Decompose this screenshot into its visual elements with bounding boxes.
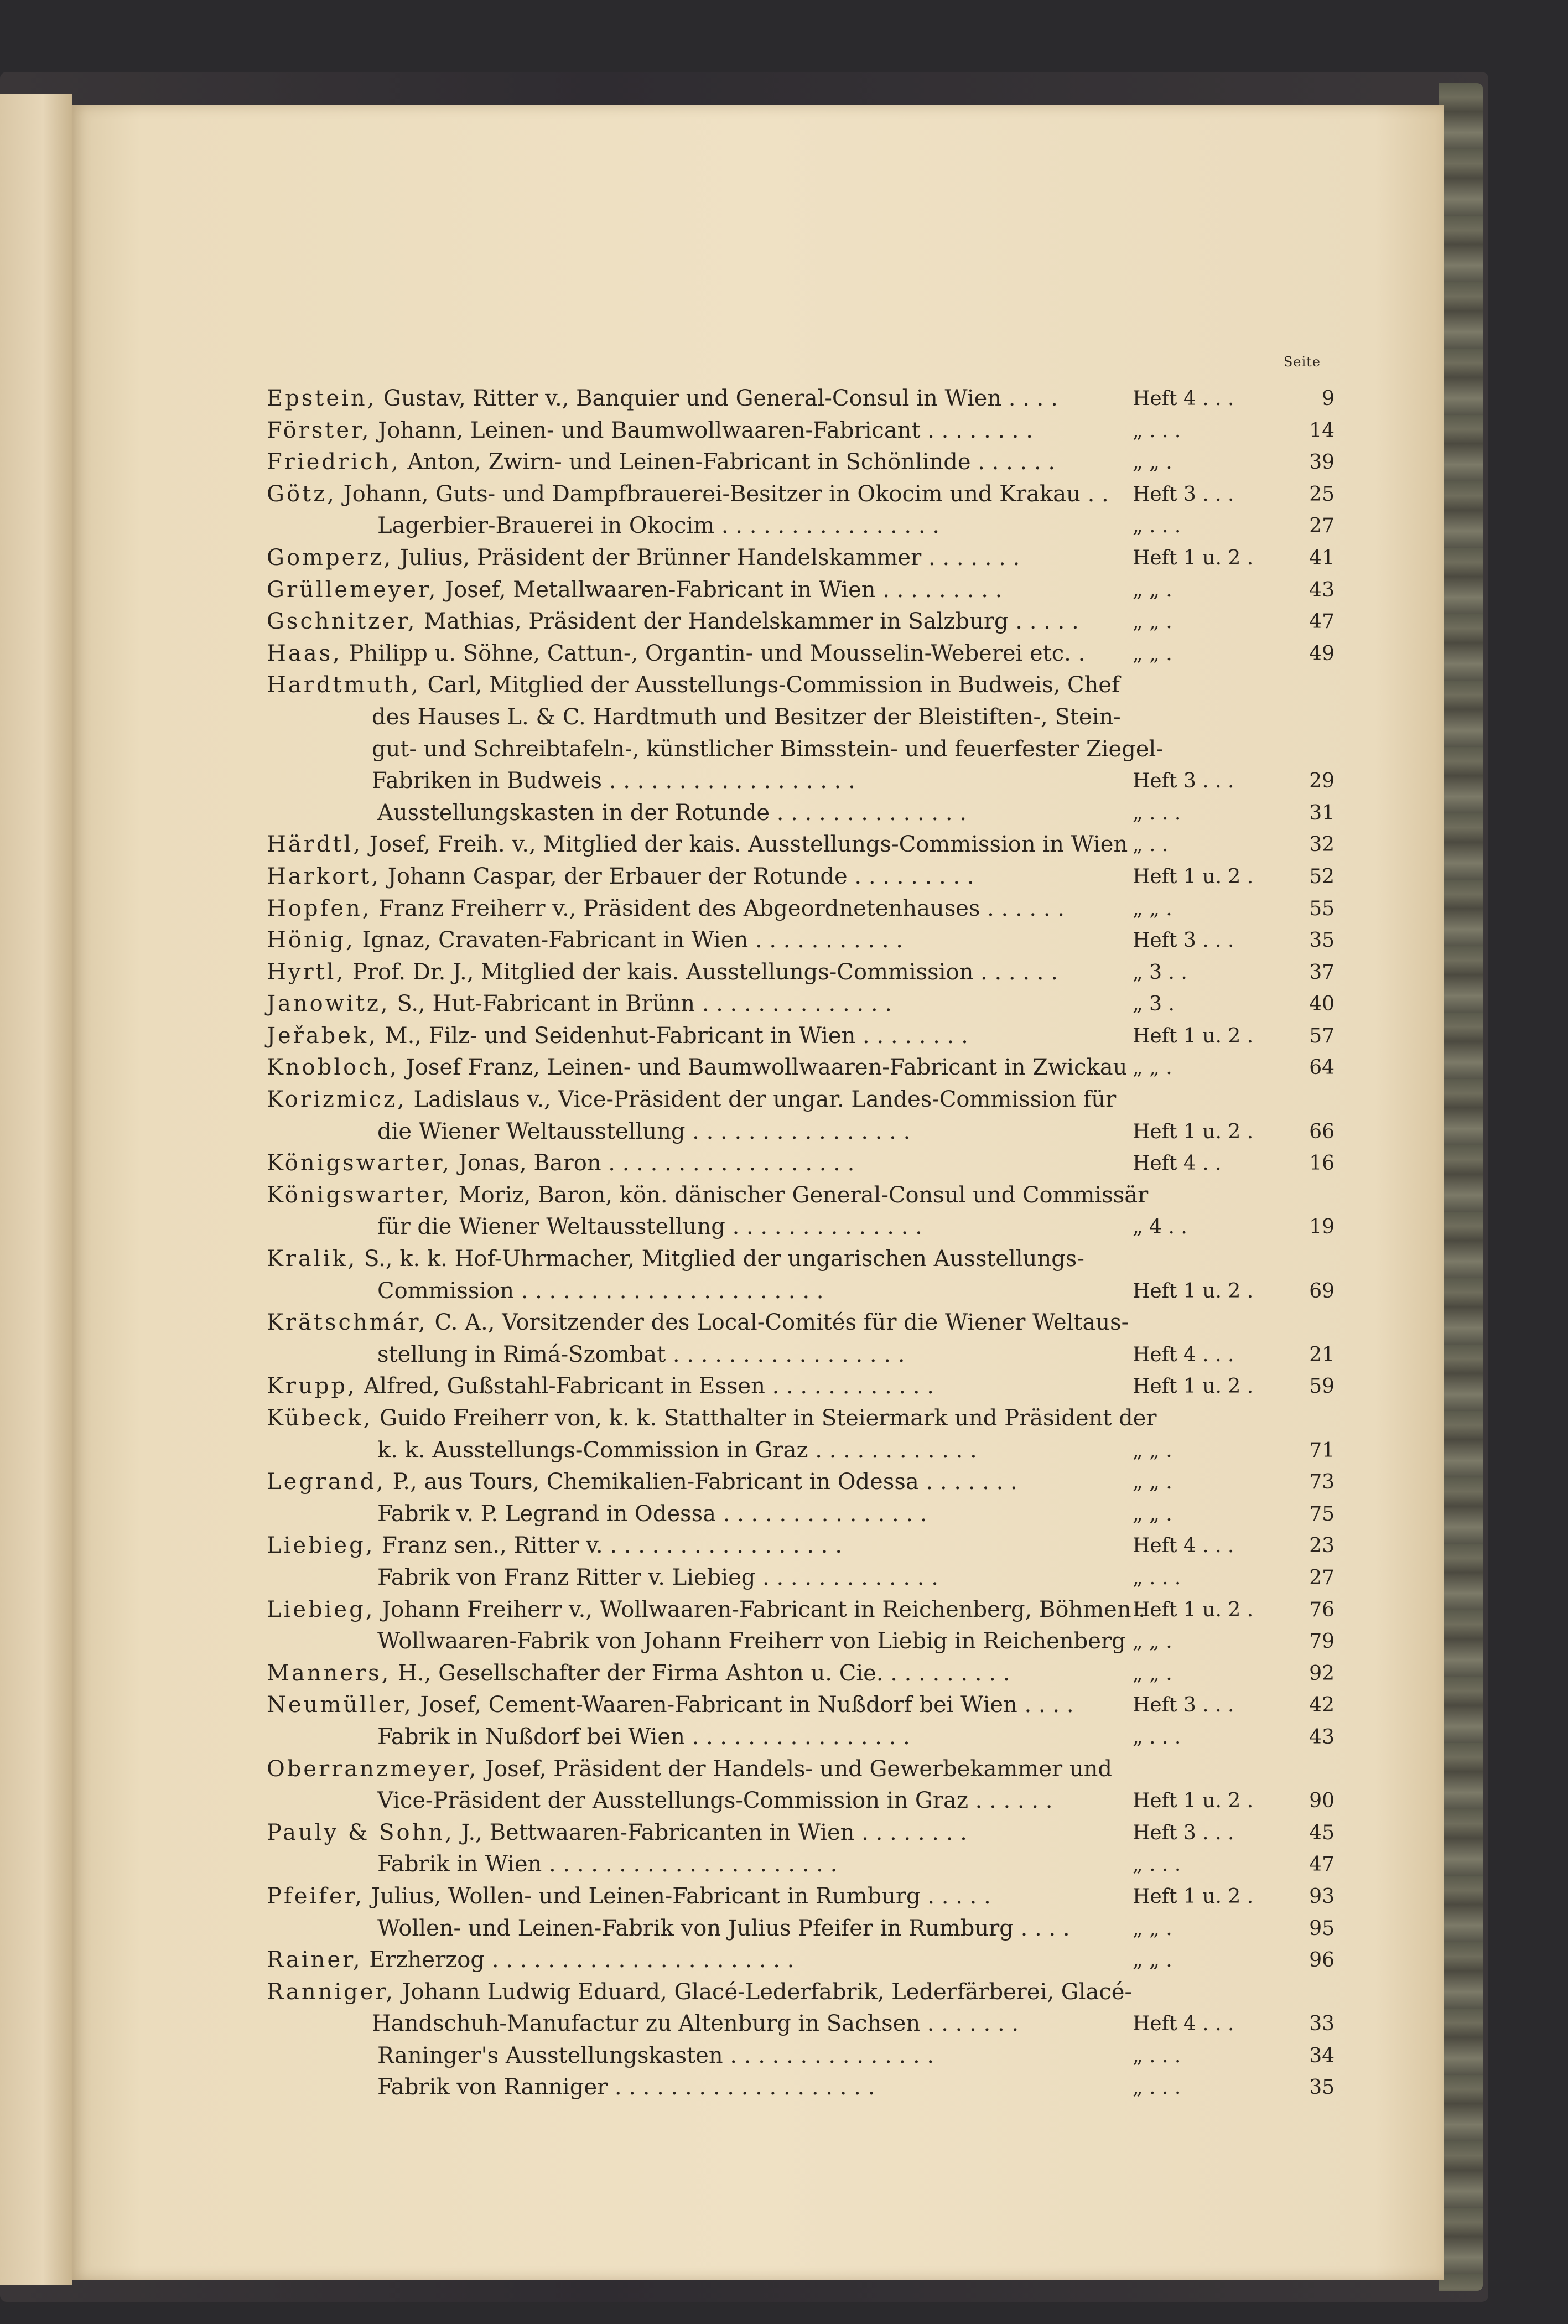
entry-name: Korizmicz, xyxy=(267,1087,407,1113)
index-entry xyxy=(267,574,1335,606)
entry-issue-ref: „ „ . xyxy=(1133,610,1172,634)
entry-description: Franz Freiherr v., Präsident des Abgeordnetenhauses . . . . . . xyxy=(371,895,1065,921)
entry-issue-ref: „ „ . xyxy=(1133,1471,1172,1494)
entry-issue-ref: „ 3 . . xyxy=(1133,961,1187,984)
entry-description: Vice-Präsident der Ausstellungs-Commission in Graz . . . . . . xyxy=(377,1788,1053,1814)
index-entry xyxy=(267,1116,1335,1148)
entry-page-number: 9 xyxy=(1322,387,1335,410)
entry-text xyxy=(377,1562,938,1594)
entry-text xyxy=(377,2040,934,2072)
entry-issue-ref: „ „ . xyxy=(1133,451,1172,474)
entry-page-number: 23 xyxy=(1309,1534,1335,1558)
entry-page-number: 35 xyxy=(1309,2076,1335,2099)
entry-description: Ladislaus v., Vice-Präsident der ungar. Landes-Commission für xyxy=(406,1087,1117,1113)
entry-issue-ref: Heft 1 u. 2 . xyxy=(1133,1279,1254,1303)
entry-description: Johann Caspar, der Erbauer der Rotunde . . . . . . . . . xyxy=(381,863,974,889)
entry-name: Hyrtl, xyxy=(267,959,346,985)
entry-description: des Hauses L. & C. Hardtmuth und Besitzer der Bleistiften-, Stein- xyxy=(372,704,1121,730)
index-entry xyxy=(267,1307,1335,1339)
entry-name: Haas, xyxy=(267,640,342,666)
entry-text xyxy=(377,1275,823,1308)
index-entry xyxy=(267,2072,1335,2104)
entry-description: gut- und Schreibtafeln-, künstlicher Bimsstein- und feuerfester Ziegel- xyxy=(372,736,1164,762)
entry-name: Hopfen, xyxy=(267,895,372,921)
entry-page-number: 45 xyxy=(1309,1821,1335,1844)
entry-text xyxy=(372,2008,1019,2040)
entry-text xyxy=(267,574,1002,606)
index-entry xyxy=(267,415,1335,447)
entry-text xyxy=(267,670,1120,702)
entry-text xyxy=(267,1243,1084,1275)
entry-issue-ref: „ . . xyxy=(1133,833,1169,857)
entry-issue-ref: Heft 3 . . . xyxy=(1133,770,1234,793)
entry-page-number: 31 xyxy=(1309,801,1335,824)
entry-description: S., k. k. Hof-Uhrmacher, Mitglied der ungarischen Ausstellungs- xyxy=(357,1246,1084,1272)
entry-text xyxy=(372,702,1121,734)
entry-name: Knobloch, xyxy=(267,1055,399,1081)
entry-issue-ref: Heft 4 . . . xyxy=(1133,1534,1234,1558)
entry-issue-ref: „ „ . xyxy=(1133,897,1172,920)
entry-description: Handschuh-Manufactur zu Altenburg in Sachsen . . . . . . . xyxy=(372,2011,1019,2037)
entry-page-number: 73 xyxy=(1309,1471,1335,1494)
entry-page-number: 64 xyxy=(1309,1056,1335,1080)
entry-page-number: 69 xyxy=(1309,1279,1335,1303)
left-page-edge xyxy=(0,94,72,2285)
entry-description: C. A., Vorsitzender des Local-Comités für die Wiener Weltaus- xyxy=(427,1310,1129,1336)
entry-name: Pfeifer, xyxy=(267,1883,365,1909)
index-entry xyxy=(267,1180,1335,1212)
entry-issue-ref: „ „ . xyxy=(1133,1439,1172,1462)
index-entry xyxy=(267,1371,1335,1403)
index-entry xyxy=(267,1020,1335,1052)
entry-issue-ref: „ „ . xyxy=(1133,578,1172,601)
entry-page-number: 33 xyxy=(1309,2012,1335,2036)
entry-text xyxy=(267,957,1058,989)
entry-page-number: 35 xyxy=(1309,929,1335,952)
index-entry xyxy=(267,1275,1335,1308)
entry-text xyxy=(267,542,1020,574)
entry-description: S., Hut-Fabricant in Brünn . . . . . . . . . . . . . . xyxy=(390,991,892,1017)
entry-description: Franz sen., Ritter v. . . . . . . . . . . . . . . . . . xyxy=(375,1533,842,1559)
entry-issue-ref: „ „ . xyxy=(1133,1630,1172,1653)
index-entry xyxy=(267,1403,1335,1435)
entry-description: Julius, Präsident der Brünner Handelskammer . . . . . . . xyxy=(393,544,1020,570)
entry-text xyxy=(267,1371,934,1403)
entry-description: k. k. Ausstellungs-Commission in Graz . . . . . . . . . . . . xyxy=(377,1437,977,1463)
entry-text xyxy=(377,1849,837,1881)
entry-name: Kralik, xyxy=(267,1246,357,1272)
entry-text xyxy=(377,1116,910,1148)
entry-page-number: 37 xyxy=(1309,961,1335,984)
entry-text xyxy=(377,510,939,542)
cover-edge xyxy=(1439,83,1483,2291)
entry-issue-ref: Heft 4 . . . xyxy=(1133,387,1234,410)
entry-text xyxy=(267,1403,1157,1435)
index-entry xyxy=(267,1626,1335,1658)
index-entry xyxy=(267,765,1335,797)
entry-name: Liebieg, xyxy=(267,1533,375,1559)
entry-text xyxy=(267,638,1085,670)
entry-text xyxy=(267,1084,1116,1116)
entry-page-number: 27 xyxy=(1309,1566,1335,1589)
entry-text xyxy=(377,1913,1070,1945)
index-entry xyxy=(267,957,1335,989)
entry-page-number: 32 xyxy=(1309,833,1335,857)
page xyxy=(72,105,1444,2280)
entry-text xyxy=(377,1211,922,1243)
index-entry xyxy=(267,1658,1335,1690)
entry-description: Anton, Zwirn- und Leinen-Fabricant in Schönlinde . . . . . . xyxy=(400,449,1056,475)
entry-description: Ausstellungskasten in der Rotunde . . . . . . . . . . . . . . xyxy=(377,800,967,826)
entry-description: Wollwaaren-Fabrik von Johann Freiherr von Liebig in Reichenberg xyxy=(377,1628,1126,1654)
entry-issue-ref: Heft 4 . . . xyxy=(1133,2012,1234,2036)
index-entry xyxy=(267,1689,1335,1721)
entry-description: Josef, Freih. v., Mitglied der kais. Ausstellungs-Commission in Wien xyxy=(362,832,1128,858)
entry-name: Pauly & Sohn, xyxy=(267,1819,454,1845)
entry-text xyxy=(267,1594,1145,1626)
entry-page-number: 79 xyxy=(1309,1630,1335,1653)
entry-description: Erzherzog . . . . . . . . . . . . . . . . . . . . . . xyxy=(362,1947,795,1973)
entry-description: Jonas, Baron . . . . . . . . . . . . . . . . . . xyxy=(451,1150,855,1176)
entry-issue-ref: Heft 1 u. 2 . xyxy=(1133,865,1254,888)
index-entry xyxy=(267,383,1335,415)
entry-issue-ref: „ . . . xyxy=(1133,1566,1181,1589)
entry-description: Johann Freiherr v., Wollwaaren-Fabricant in Reichenberg, Böhmen . xyxy=(375,1596,1146,1622)
index-entry xyxy=(267,734,1335,766)
entry-page-number: 19 xyxy=(1309,1216,1335,1239)
index-entry xyxy=(267,670,1335,702)
entry-description: Fabrik in Wien . . . . . . . . . . . . . . . . . . . . . xyxy=(377,1851,838,1877)
entry-name: Oberranzmeyer, xyxy=(267,1756,479,1782)
entry-page-number: 75 xyxy=(1309,1502,1335,1526)
column-header-page: Seite xyxy=(1283,354,1321,370)
entry-text xyxy=(267,1307,1129,1339)
entry-page-number: 66 xyxy=(1309,1120,1335,1143)
index-entry xyxy=(267,1913,1335,1945)
entry-text xyxy=(377,797,967,829)
index-entry xyxy=(267,797,1335,829)
entry-name: Grüllemeyer, xyxy=(267,577,438,603)
index-entry xyxy=(267,893,1335,925)
index-entry xyxy=(267,1849,1335,1881)
entry-description: Johann Ludwig Eduard, Glacé-Lederfabrik, Lederfärberei, Glacé- xyxy=(394,1979,1132,2005)
entry-text xyxy=(267,1817,967,1849)
entry-description: Johann, Leinen- und Baumwollwaaren-Fabricant . . . . . . . . xyxy=(371,417,1033,443)
entry-issue-ref: „ „ . xyxy=(1133,1502,1172,1526)
entry-name: Ranniger, xyxy=(267,1979,395,2005)
entry-text xyxy=(267,1658,1010,1690)
entry-text xyxy=(267,1530,842,1562)
entry-name: Krupp, xyxy=(267,1373,357,1399)
entry-description: Carl, Mitglied der Ausstellungs-Commission in Budweis, Chef xyxy=(420,672,1120,698)
entry-description: Fabrik von Franz Ritter v. Liebieg . . . . . . . . . . . . . xyxy=(377,1564,938,1590)
index-entry xyxy=(267,1339,1335,1371)
entry-text xyxy=(267,1148,854,1180)
entry-name: Neumüller, xyxy=(267,1692,413,1718)
index-entry xyxy=(267,1944,1335,1977)
entry-name: Friedrich, xyxy=(267,449,401,475)
entry-name: Epstein, xyxy=(267,386,377,411)
index-entry xyxy=(267,1754,1335,1786)
entry-text xyxy=(377,1339,905,1371)
index-entry xyxy=(267,1785,1335,1817)
entry-name: Hönig, xyxy=(267,927,355,953)
index-entry xyxy=(267,861,1335,893)
entry-page-number: 16 xyxy=(1309,1152,1335,1175)
index-entry xyxy=(267,2040,1335,2072)
entry-text xyxy=(377,1785,1053,1817)
entry-page-number: 95 xyxy=(1309,1917,1335,1940)
entry-name: Kübeck, xyxy=(267,1405,373,1431)
entry-description: Gustav, Ritter v., Banquier und General-Consul in Wien . . . . xyxy=(376,386,1058,411)
entry-text xyxy=(267,1689,1074,1721)
index-list xyxy=(267,383,1335,2104)
index-entry xyxy=(267,1466,1335,1498)
index-entry xyxy=(267,988,1335,1020)
entry-issue-ref: „ „ . xyxy=(1133,1662,1172,1685)
entry-text xyxy=(377,1435,977,1467)
entry-page-number: 34 xyxy=(1309,2044,1335,2067)
entry-page-number: 25 xyxy=(1309,483,1335,506)
entry-description: Fabrik von Ranniger . . . . . . . . . . . . . . . . . . . xyxy=(377,2074,875,2100)
entry-text xyxy=(267,1977,1132,2009)
entry-page-number: 42 xyxy=(1309,1694,1335,1717)
entry-page-number: 96 xyxy=(1309,1949,1335,1972)
index-entry xyxy=(267,1817,1335,1849)
entry-description: Fabrik in Nußdorf bei Wien . . . . . . . . . . . . . . . . xyxy=(377,1724,910,1750)
entry-page-number: 21 xyxy=(1309,1343,1335,1366)
index-entry xyxy=(267,638,1335,670)
entry-description: Josef Franz, Leinen- und Baumwollwaaren-Fabricant in Zwickau xyxy=(399,1055,1128,1081)
entry-issue-ref: Heft 1 u. 2 . xyxy=(1133,1120,1254,1143)
entry-issue-ref: „ . . . xyxy=(1133,1853,1181,1876)
entry-text xyxy=(267,829,1128,861)
index-entry xyxy=(267,1530,1335,1562)
index-entry xyxy=(267,829,1335,861)
entry-page-number: 55 xyxy=(1309,897,1335,920)
entry-text xyxy=(267,1180,1148,1212)
index-entry xyxy=(267,1211,1335,1243)
entry-text xyxy=(267,1881,991,1913)
entry-issue-ref: „ „ . xyxy=(1133,1949,1172,1972)
entry-issue-ref: „ 3 . xyxy=(1133,993,1175,1016)
entry-description: J., Bettwaaren-Fabricanten in Wien . . . . . . . . xyxy=(454,1819,967,1845)
entry-issue-ref: „ . . . xyxy=(1133,1725,1181,1749)
index-entry xyxy=(267,1084,1335,1116)
entry-issue-ref: Heft 3 . . . xyxy=(1133,1694,1234,1717)
entry-description: Moriz, Baron, kön. dänischer General-Consul und Commissär xyxy=(451,1182,1149,1208)
entry-page-number: 76 xyxy=(1309,1598,1335,1621)
index-entry xyxy=(267,1243,1335,1275)
entry-description: Ignaz, Cravaten-Fabricant in Wien . . . . . . . . . . . xyxy=(355,927,903,953)
entry-text xyxy=(267,893,1065,925)
entry-issue-ref: Heft 1 u. 2 . xyxy=(1133,1375,1254,1398)
entry-text xyxy=(267,1020,968,1052)
entry-page-number: 14 xyxy=(1309,419,1335,442)
index-entry xyxy=(267,447,1335,479)
entry-page-number: 57 xyxy=(1309,1024,1335,1047)
entry-page-number: 92 xyxy=(1309,1662,1335,1685)
entry-name: Krätschmár, xyxy=(267,1310,428,1336)
entry-description: H., Gesellschafter der Firma Ashton u. Cie. . . . . . . . . . xyxy=(391,1660,1010,1686)
entry-description: die Wiener Weltausstellung . . . . . . . . . . . . . . . . xyxy=(377,1118,911,1144)
index-entry xyxy=(267,1052,1335,1084)
entry-issue-ref: Heft 4 . . xyxy=(1133,1152,1222,1175)
entry-text xyxy=(267,988,892,1020)
index-entry xyxy=(267,606,1335,638)
entry-text xyxy=(267,861,974,893)
entry-description: Guido Freiherr von, k. k. Statthalter in Steiermark und Präsident der xyxy=(372,1405,1157,1431)
entry-name: Harkort, xyxy=(267,863,381,889)
entry-name: Gomperz, xyxy=(267,544,393,570)
entry-name: Gschnitzer, xyxy=(267,609,417,635)
entry-text xyxy=(267,1052,1127,1084)
entry-page-number: 39 xyxy=(1309,451,1335,474)
entry-description: Prof. Dr. J., Mitglied der kais. Ausstellungs-Commission . . . . . . xyxy=(345,959,1058,985)
entry-issue-ref: „ „ . xyxy=(1133,1056,1172,1080)
entry-name: Manners, xyxy=(267,1660,391,1686)
entry-text xyxy=(267,1466,1017,1498)
entry-issue-ref: „ . . . xyxy=(1133,801,1181,824)
index-entry xyxy=(267,1562,1335,1594)
entry-description: Alfred, Gußstahl-Fabricant in Essen . . . . . . . . . . . . xyxy=(356,1373,934,1399)
entry-description: Fabrik v. P. Legrand in Odessa . . . . . . . . . . . . . . . xyxy=(377,1501,927,1527)
entry-description: für die Wiener Weltausstellung . . . . . . . . . . . . . . xyxy=(377,1214,922,1240)
entry-page-number: 29 xyxy=(1309,770,1335,793)
entry-description: Commission . . . . . . . . . . . . . . . . . . . . . . xyxy=(377,1278,824,1304)
index-entry xyxy=(267,1435,1335,1467)
entry-description: Fabriken in Budweis . . . . . . . . . . . . . . . . . . xyxy=(372,768,855,794)
entry-issue-ref: Heft 1 u. 2 . xyxy=(1133,1598,1254,1621)
entry-page-number: 49 xyxy=(1309,642,1335,665)
entry-description: stellung in Rimá-Szombat . . . . . . . . . . . . . . . . . xyxy=(377,1341,905,1367)
entry-name: Hardtmuth, xyxy=(267,672,420,698)
entry-description: Lagerbier-Brauerei in Okocim . . . . . . . . . . . . . . . . xyxy=(377,513,939,539)
entry-issue-ref: „ . . . xyxy=(1133,2044,1181,2067)
entry-issue-ref: Heft 3 . . . xyxy=(1133,483,1234,506)
entry-issue-ref: „ . . . xyxy=(1133,419,1181,442)
entry-text xyxy=(377,1498,927,1531)
entry-issue-ref: „ „ . xyxy=(1133,1917,1172,1940)
entry-description: Josef, Präsident der Handels- und Gewerbekammer und xyxy=(478,1756,1112,1782)
entry-text xyxy=(267,1944,794,1977)
entry-issue-ref: „ 4 . . xyxy=(1133,1216,1187,1239)
entry-issue-ref: Heft 3 . . . xyxy=(1133,1821,1234,1844)
entry-name: Förster, xyxy=(267,417,371,443)
entry-name: Götz, xyxy=(267,481,336,507)
entry-description: Raninger's Ausstellungskasten . . . . . . . . . . . . . . . xyxy=(377,2042,934,2068)
entry-text xyxy=(377,1626,1126,1658)
entry-name: Jeřabek, xyxy=(267,1023,378,1049)
entry-issue-ref: Heft 1 u. 2 . xyxy=(1133,1885,1254,1908)
entry-issue-ref: „ „ . xyxy=(1133,642,1172,665)
entry-issue-ref: Heft 1 u. 2 . xyxy=(1133,1789,1254,1813)
entry-description: Philipp u. Söhne, Cattun-, Organtin- und Mousselin-Weberei etc. . xyxy=(341,640,1086,666)
entry-description: P., aus Tours, Chemikalien-Fabricant in Odessa . . . . . . . xyxy=(385,1469,1017,1495)
index-entry xyxy=(267,542,1335,574)
entry-description: Wollen- und Leinen-Fabrik von Julius Pfeifer in Rumburg . . . . xyxy=(377,1915,1070,1941)
entry-page-number: 27 xyxy=(1309,515,1335,538)
entry-page-number: 93 xyxy=(1309,1885,1335,1908)
entry-description: Josef, Metallwaaren-Fabricant in Wien . . . . . . . . . xyxy=(438,577,1003,603)
index-entry xyxy=(267,702,1335,734)
entry-text xyxy=(267,479,1109,511)
index-entry xyxy=(267,925,1335,957)
entry-text xyxy=(372,734,1164,766)
entry-page-number: 41 xyxy=(1309,546,1335,569)
entry-description: M., Filz- und Seidenhut-Fabricant in Wien . . . . . . . . xyxy=(377,1023,968,1049)
entry-description: Josef, Cement-Waaren-Fabricant in Nußdorf bei Wien . . . . xyxy=(413,1692,1074,1718)
entry-name: Rainer, xyxy=(267,1947,362,1973)
index-entry xyxy=(267,1721,1335,1754)
index-entry xyxy=(267,479,1335,511)
entry-name: Janowitz, xyxy=(267,991,390,1017)
entry-text xyxy=(267,1754,1112,1786)
index-entry xyxy=(267,510,1335,542)
entry-text xyxy=(377,1721,910,1754)
entry-text xyxy=(372,765,855,797)
entry-page-number: 47 xyxy=(1309,1853,1335,1876)
entry-description: Mathias, Präsident der Handelskammer in Salzburg . . . . . xyxy=(417,609,1079,635)
entry-name: Liebieg, xyxy=(267,1596,375,1622)
entry-name: Härdtl, xyxy=(267,832,363,858)
index-entry xyxy=(267,1977,1335,2009)
index-entry xyxy=(267,1148,1335,1180)
entry-text xyxy=(377,2072,875,2104)
entry-page-number: 43 xyxy=(1309,1725,1335,1749)
entry-name: Königswarter, xyxy=(267,1150,451,1176)
entry-page-number: 90 xyxy=(1309,1789,1335,1813)
entry-page-number: 71 xyxy=(1309,1439,1335,1462)
entry-issue-ref: Heft 1 u. 2 . xyxy=(1133,1024,1254,1047)
entry-text xyxy=(267,447,1055,479)
index-entry xyxy=(267,2008,1335,2040)
entry-issue-ref: Heft 1 u. 2 . xyxy=(1133,546,1254,569)
entry-page-number: 47 xyxy=(1309,610,1335,634)
entry-issue-ref: Heft 3 . . . xyxy=(1133,929,1234,952)
entry-page-number: 59 xyxy=(1309,1375,1335,1398)
entry-page-number: 52 xyxy=(1309,865,1335,888)
entry-issue-ref: Heft 4 . . . xyxy=(1133,1343,1234,1366)
entry-page-number: 43 xyxy=(1309,578,1335,601)
index-entry xyxy=(267,1594,1335,1626)
entry-text xyxy=(267,415,1033,447)
entry-text xyxy=(267,925,903,957)
entry-description: Julius, Wollen- und Leinen-Fabricant in Rumburg . . . . . xyxy=(364,1883,991,1909)
entry-description: Johann, Guts- und Dampfbrauerei-Besitzer in Okocim und Krakau . . xyxy=(336,481,1109,507)
index-entry xyxy=(267,1498,1335,1531)
index-entry xyxy=(267,1881,1335,1913)
entry-text xyxy=(267,606,1079,638)
entry-name: Legrand, xyxy=(267,1469,386,1495)
entry-text xyxy=(267,383,1058,415)
entry-page-number: 40 xyxy=(1309,993,1335,1016)
entry-issue-ref: „ . . . xyxy=(1133,2076,1181,2099)
entry-issue-ref: „ . . . xyxy=(1133,515,1181,538)
entry-name: Königswarter, xyxy=(267,1182,451,1208)
